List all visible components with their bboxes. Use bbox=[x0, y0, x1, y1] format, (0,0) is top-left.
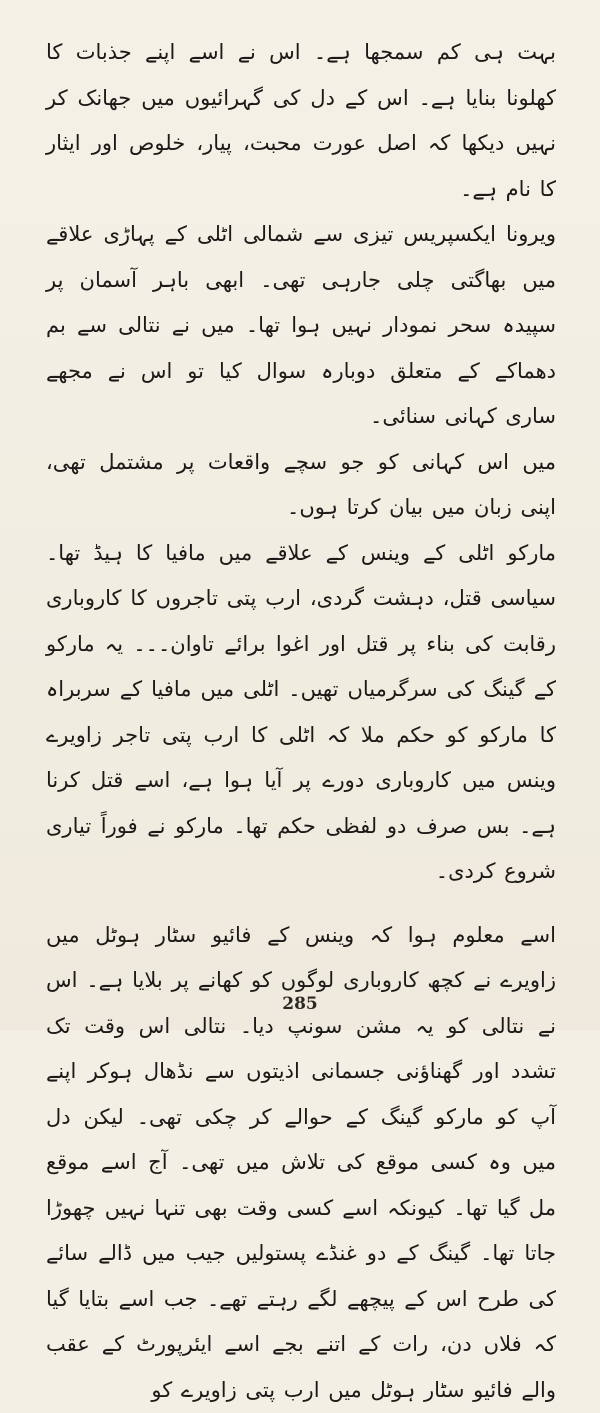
paragraph-2: ویرونا ایکسپریس تیزی سے شمالی اٹلی کے پہاڑی علاقے میں بھاگتی چلی جارہی تھی۔ ابھی باہر آسمان پر سپیدہ سحر نمودار نہیں ہوا تھا۔ میں نے نتالی سے بم دھماکے کے متعلق دوبارہ سوال کیا تو اس نے مجھے ساری کہانی سنائی۔ bbox=[46, 212, 556, 440]
page-number: 285 bbox=[0, 994, 600, 1014]
paragraph-3: میں اس کہانی کو جو سچے واقعات پر مشتمل تھی، اپنی زبان میں بیان کرتا ہوں۔ bbox=[46, 440, 556, 531]
paragraph-1: بہت ہی کم سمجھا ہے۔ اس نے اسے اپنے جذبات کا کھلونا بنایا ہے۔ اس کے دل کی گہرائیوں میں جھانک کر نہیں دیکھا کہ اصل عورت محبت، پیار، خلوص اور ایثار کا نام ہے۔ bbox=[46, 30, 556, 212]
paragraph-5: اسے معلوم ہوا کہ وینس کے فائیو سٹار ہوٹل میں زاویرے نے کچھ کاروباری لوگوں کو کھانے پر بلایا ہے۔ اس نے نتالی کو یہ مشن سونپ دیا۔ نتالی اس وقت تک تشدد اور گھناؤنی جسمانی اذیتوں سے نڈھال ہوکر اپنے آپ کو مارکو گینگ کے حوالے کر چکی تھی۔ لیکن دل میں وہ کسی موقع کی تلاش میں تھی۔ آج اسے موقع مل گیا تھا۔ کیونکہ اسے کسی وقت بھی تنہا نہیں چھوڑا جاتا تھا۔ گینگ کے دو غنڈے پستولیں جیب میں ڈالے سائے کی طرح اس کے پیچھے لگے رہتے تھے۔ جب اسے بتایا گیا کہ فلاں دن، رات کے اتنے بجے اسے ایئرپورٹ کے عقب والے فائیو سٹار ہوٹل میں ارب پتی زاویرے کو bbox=[46, 913, 556, 1413]
paragraph-4: مارکو اٹلی کے وینس کے علاقے میں مافیا کا ہیڈ تھا۔ سیاسی قتل، دہشت گردی، ارب پتی تاجروں کا کاروباری رقابت کی بناء پر قتل اور اغوا برائے تاوان۔۔۔ یہ مارکو کے گینگ کی سرگرمیاں تھیں۔ اٹلی میں مافیا کے سربراہ کا مارکو کو حکم ملا کہ اٹلی کا ارب پتی تاجر زاویرے وینس میں کاروباری دورے پر آیا ہوا ہے، اسے قتل کرنا ہے۔ بس صرف دو لفظی حکم تھا۔ مارکو نے فوراً تیاری شروع کردی۔ bbox=[46, 531, 556, 895]
page-body bbox=[46, 30, 556, 1413]
